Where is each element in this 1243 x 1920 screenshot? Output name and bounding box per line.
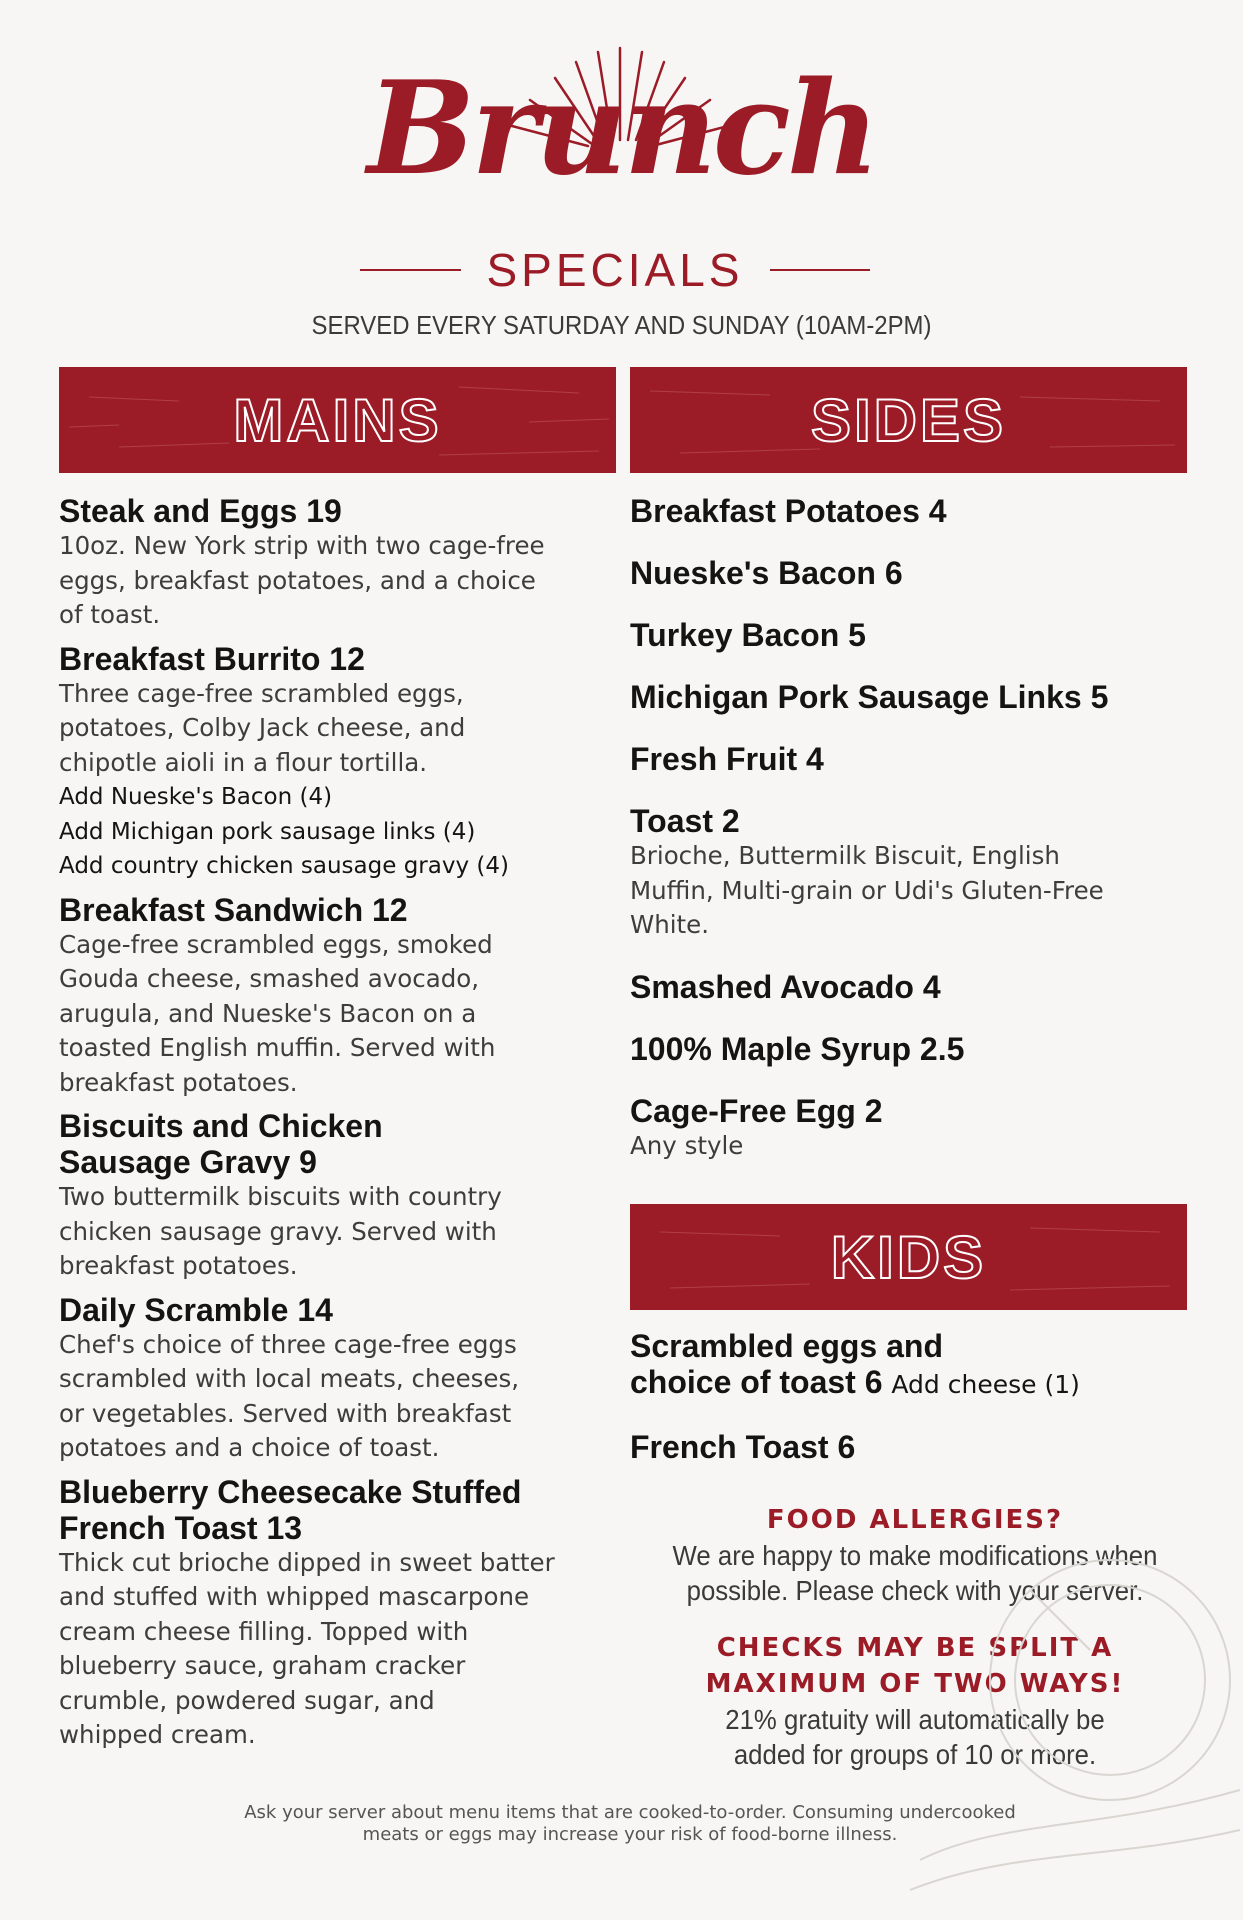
item-desc-line: whipped cream. <box>59 1720 256 1749</box>
specials-subtitle <box>360 240 870 300</box>
item-addon: Add Michigan pork sausage links (4) <box>59 818 476 845</box>
item-title: Steak and Eggs 19 <box>59 493 342 529</box>
menu-item-daily-scramble <box>59 1292 619 1466</box>
item-desc-line: and stuffed with whipped mascarpone <box>59 1582 530 1611</box>
item-desc-line: crumble, powdered sugar, and <box>59 1685 435 1715</box>
side-item <box>630 741 1200 777</box>
item-title: Turkey Bacon 5 <box>630 617 866 653</box>
item-title: Scrambled eggs and <box>630 1328 943 1364</box>
item-desc-line: cream cheese filling. Topped with <box>59 1616 469 1646</box>
item-title: Toast 2 <box>630 803 740 839</box>
menu-item-stuffed-french-toast <box>59 1474 619 1753</box>
side-item <box>630 969 1200 1005</box>
item-title: Blueberry Cheesecake Stuffed <box>59 1473 522 1510</box>
item-title: Michigan Pork Sausage Links 5 <box>630 679 1109 715</box>
item-desc-line: or vegetables. Served with breakfast <box>59 1398 512 1428</box>
item-desc-line: scrambled with local meats, cheeses, <box>59 1364 520 1393</box>
food-safety-disclaimer <box>150 1802 1110 1846</box>
kids-heading: KIDS <box>830 1223 987 1291</box>
sides-list <box>630 493 1200 1163</box>
sides-heading: SIDES <box>810 386 1007 454</box>
served-hours: SERVED EVERY SATURDAY AND SUNDAY (10AM-2PM) <box>311 310 932 340</box>
menu-item-breakfast-burrito <box>59 641 619 884</box>
menu-item-steak-and-eggs <box>59 493 619 633</box>
item-title: Breakfast Potatoes 4 <box>630 493 947 529</box>
item-desc-line: chicken sausage gravy. Served with <box>59 1216 497 1246</box>
menu-item-breakfast-sandwich <box>59 892 619 1101</box>
item-title: 100% Maple Syrup 2.5 <box>630 1030 965 1067</box>
kids-item-french-toast <box>630 1429 1200 1465</box>
item-addon: Add Nueske's Bacon (4) <box>59 784 333 810</box>
side-item-egg <box>630 1093 1200 1164</box>
checks-title-line: MAXIMUM OF TWO WAYS! <box>705 1669 1125 1699</box>
item-desc-line: Two buttermilk biscuits with country <box>59 1182 502 1211</box>
side-item-toast <box>630 803 1200 943</box>
disclaimer-line: Ask your server about menu items that are cooked-to-order. Consuming undercooked <box>244 1802 1016 1823</box>
specials-word: SPECIALS <box>486 244 744 296</box>
side-item <box>630 1031 1200 1067</box>
mains-heading: MAINS <box>233 386 442 454</box>
item-title: Breakfast Sandwich 12 <box>59 891 408 928</box>
brunch-logo: Brunch <box>367 54 876 204</box>
item-desc-line: Three cage-free scrambled eggs, <box>59 678 464 708</box>
item-addon: Add country chicken sausage gravy (4) <box>59 853 509 879</box>
divider-right <box>770 269 871 271</box>
item-desc-line: Cage-free scrambled eggs, smoked <box>59 929 493 959</box>
item-desc-line: of toast. <box>59 600 161 629</box>
menu-item-biscuits-and-gravy <box>59 1108 619 1284</box>
item-desc-line: arugula, and Nueske's Bacon on a <box>59 998 477 1028</box>
item-title: Sausage Gravy 9 <box>59 1144 317 1180</box>
item-addon: Add cheese (1) <box>891 1370 1080 1399</box>
item-title: Nueske's Bacon 6 <box>630 555 903 591</box>
checks-title-line: CHECKS MAY BE SPLIT A <box>716 1633 1114 1663</box>
divider-left <box>360 269 461 271</box>
allergies-text-line: We are happy to make modifications when <box>672 1540 1158 1571</box>
sides-banner <box>630 367 1187 473</box>
item-title <box>630 1364 1200 1403</box>
item-desc-line: Chef's choice of three cage-free eggs <box>59 1329 517 1359</box>
side-item <box>630 679 1200 715</box>
item-desc-line: breakfast potatoes. <box>59 1067 298 1097</box>
item-desc-line: White. <box>630 910 710 939</box>
item-desc-line: Any style <box>630 1130 744 1160</box>
item-desc-line: potatoes, Colby Jack cheese, and <box>59 713 466 742</box>
item-title: Cage-Free Egg 2 <box>630 1092 883 1129</box>
kids-list <box>630 1328 1200 1491</box>
allergies-title: FOOD ALLERGIES? <box>766 1505 1064 1535</box>
item-desc-line: Muffin, Multi-grain or Udi's Gluten-Free <box>630 875 1104 905</box>
item-desc-line: 10oz. New York strip with two cage-free <box>59 531 545 560</box>
kids-banner <box>630 1204 1187 1310</box>
item-title: French Toast 6 <box>630 1428 856 1465</box>
item-title: Fresh Fruit 4 <box>630 741 824 777</box>
item-desc-line: blueberry sauce, graham cracker <box>59 1651 466 1680</box>
side-item <box>630 493 1200 529</box>
mains-list <box>59 493 619 1761</box>
item-title: Breakfast Burrito 12 <box>59 640 365 677</box>
item-desc-line: breakfast potatoes. <box>59 1251 298 1280</box>
item-title: French Toast 13 <box>59 1509 303 1546</box>
item-desc-line: potatoes and a choice of toast. <box>59 1433 440 1462</box>
item-desc-line: Brioche, Buttermilk Biscuit, English <box>630 841 1060 870</box>
side-item <box>630 555 1200 591</box>
item-desc-line: toasted English muffin. Served with <box>59 1033 496 1062</box>
kids-item-scrambled-eggs <box>630 1328 1200 1403</box>
item-desc-line: Gouda cheese, smashed avocado, <box>59 964 480 993</box>
utensils-sketch-decoration <box>880 1530 1240 1920</box>
gratuity-text-line: added for groups of 10 or more. <box>733 1739 1097 1770</box>
item-desc-line: Thick cut brioche dipped in sweet batter <box>59 1547 555 1577</box>
item-desc-line: chipotle aioli in a flour tortilla. <box>59 747 428 777</box>
disclaimer-line: meats or eggs may increase your risk of food-borne illness. <box>362 1824 898 1845</box>
allergies-text-line: possible. Please check with your server. <box>686 1575 1144 1606</box>
item-title-text: choice of toast 6 <box>630 1364 883 1400</box>
item-title: Smashed Avocado 4 <box>630 968 941 1005</box>
gratuity-text-line: 21% gratuity will automatically be <box>725 1704 1105 1735</box>
item-title: Biscuits and Chicken <box>59 1108 383 1144</box>
mains-banner <box>59 367 616 473</box>
item-desc-line: eggs, breakfast potatoes, and a choice <box>59 565 536 595</box>
side-item <box>630 617 1200 653</box>
item-title: Daily Scramble 14 <box>59 1291 333 1328</box>
